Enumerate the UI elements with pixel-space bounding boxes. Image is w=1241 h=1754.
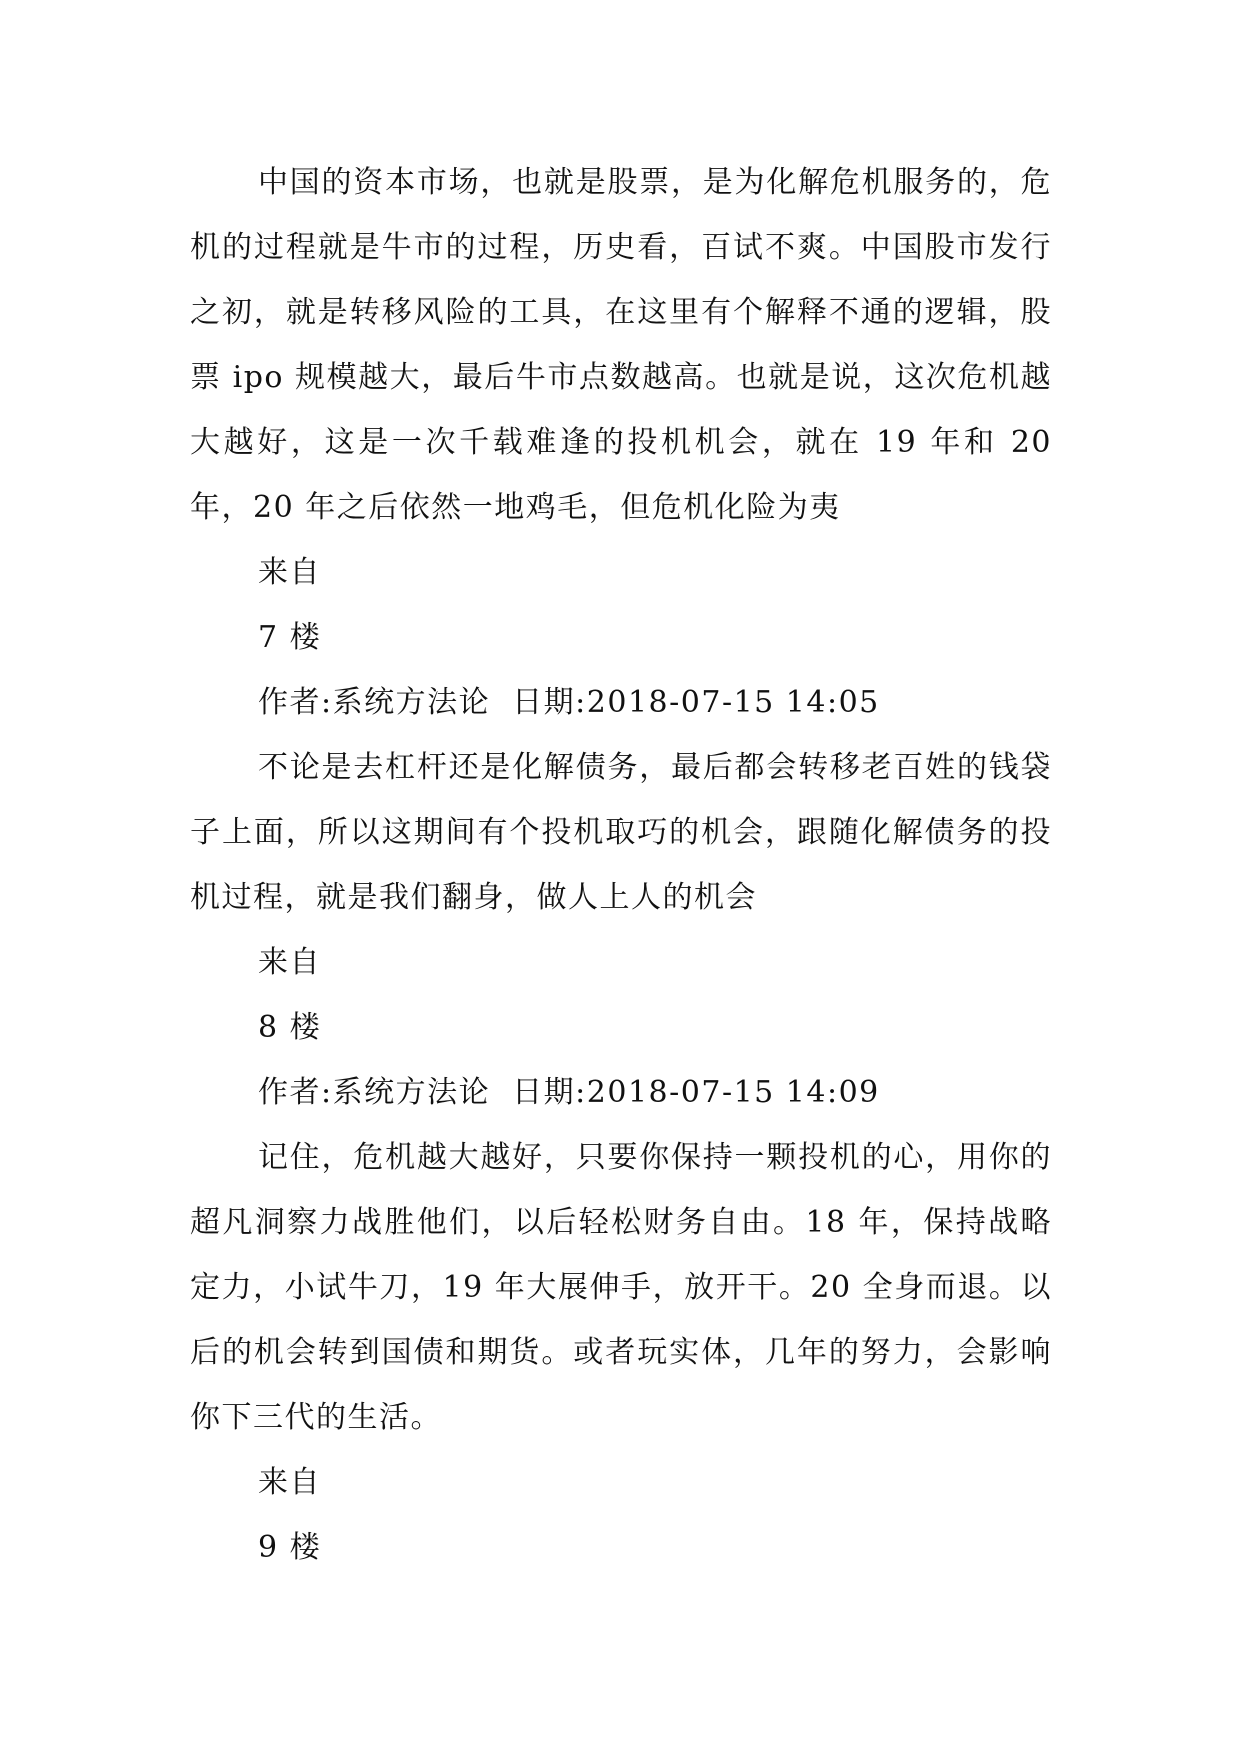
source-label: 来自 — [258, 945, 321, 980]
floor-number: 9 楼 — [258, 1530, 322, 1565]
author-date-line: 作者:系统方法论 日期:2018-07-15 14:09 — [258, 1075, 880, 1110]
floor-number: 7 楼 — [258, 620, 322, 655]
paragraph-post-body: 记住，危机越大越好，只要你保持一颗投机的心，用你的超凡洞察力战胜他们，以后轻松财务自由。18 年，保持战略定力，小试牛刀，19 年大展伸手，放开干。20 全身而退。以后的机会转到国债和期货。或者玩实体，几年的努力，会影响你下三代的生活。 — [190, 1140, 1052, 1435]
source-label: 来自 — [258, 1465, 321, 1500]
document-body — [190, 150, 1064, 1580]
author-date-line: 作者:系统方法论 日期:2018-07-15 14:05 — [258, 685, 880, 720]
source-label: 来自 — [258, 555, 321, 590]
floor-number: 8 楼 — [258, 1010, 322, 1045]
paragraph-post-body: 不论是去杠杆还是化解债务，最后都会转移老百姓的钱袋子上面，所以这期间有个投机取巧的机会，跟随化解债务的投机过程，就是我们翻身，做人上人的机会 — [190, 750, 1052, 915]
paragraph-post-body: 中国的资本市场，也就是股票，是为化解危机服务的，危机的过程就是牛市的过程，历史看，百试不爽。中国股市发行之初，就是转移风险的工具，在这里有个解释不通的逻辑，股票 ipo 规模越大，最后牛市点数越高。也就是说，这次危机越大越好，这是一次千载难逢的投机机会，就在 19 年和 20 年，20 年之后依然一地鸡毛，但危机化险为夷 — [190, 165, 1064, 525]
